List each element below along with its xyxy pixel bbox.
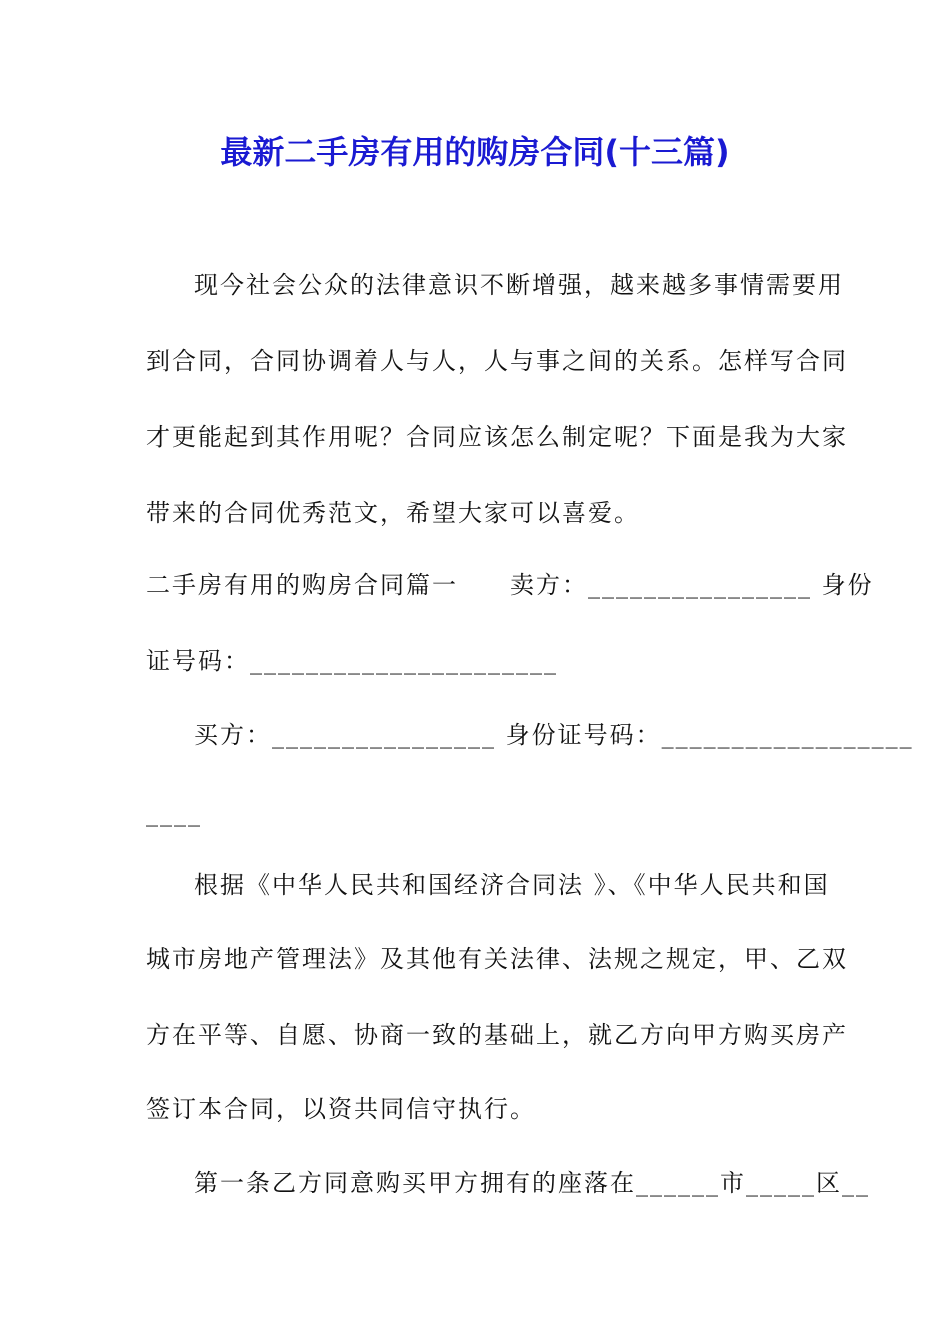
paragraph-line: 带来的合同优秀范文，希望大家可以喜爱。 <box>146 499 640 527</box>
paragraph-line: 签订本合同，以资共同信守执行。 <box>146 1095 536 1123</box>
buyer-line: 买方：________________ 身份证号码：__________________ <box>194 721 914 749</box>
blank-continuation-line: ____ <box>146 799 202 827</box>
paragraph-line: 到合同，合同协调着人与人，人与事之间的关系。怎样写合同 <box>146 347 848 375</box>
paragraph-line: 方在平等、自愿、协商一致的基础上，就乙方向甲方购买房产 <box>146 1021 848 1049</box>
paragraph-line: 城市房地产管理法》及其他有关法律、法规之规定，甲、乙双 <box>146 945 848 973</box>
article-one-line: 第一条乙方同意购买甲方拥有的座落在______市_____区__ <box>194 1169 870 1197</box>
contract-header-line: 二手房有用的购房合同篇一 卖方：________________ 身份 <box>146 571 874 599</box>
document-title: 最新二手房有用的购房合同(十三篇) <box>220 133 730 171</box>
paragraph-line: 根据《中华人民共和国经济合同法 》、《中华人民共和国 <box>194 871 830 899</box>
id-number-line: 证号码：______________________ <box>146 647 558 675</box>
paragraph-line: 才更能起到其作用呢？合同应该怎么制定呢？下面是我为大家 <box>146 423 848 451</box>
paragraph-line: 现今社会公众的法律意识不断增强，越来越多事情需要用 <box>194 271 844 299</box>
